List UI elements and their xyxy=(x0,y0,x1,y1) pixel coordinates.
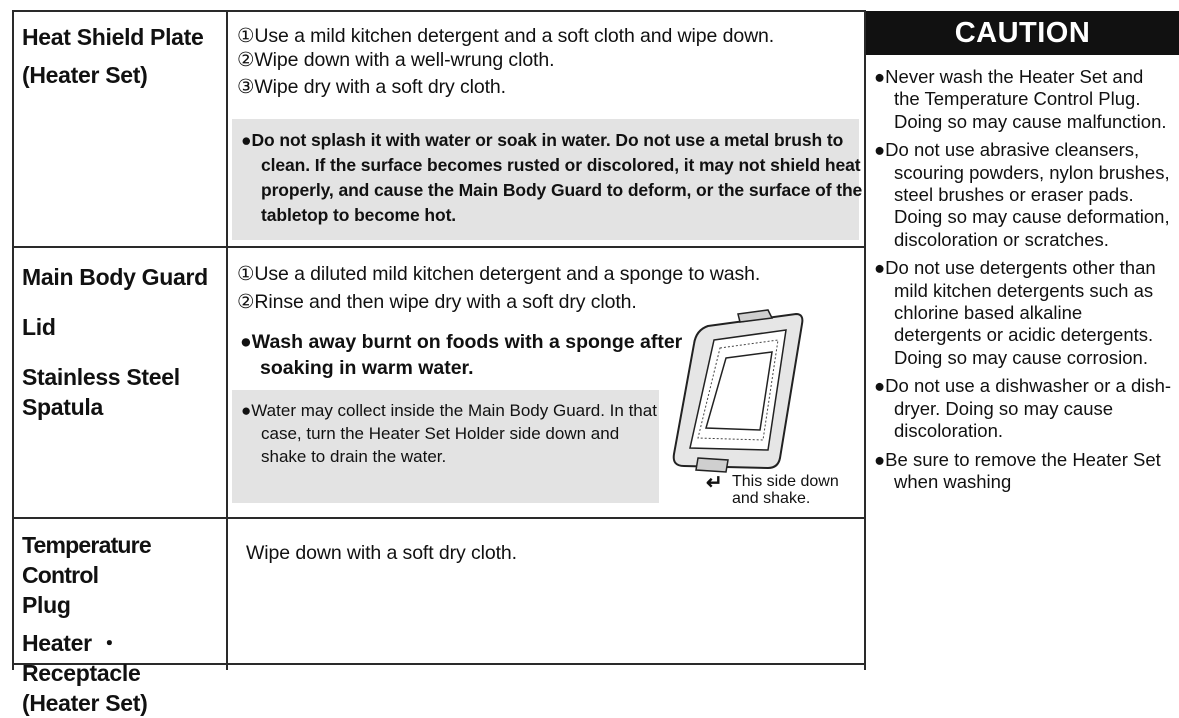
caption-line-2: and shake. xyxy=(732,490,811,507)
item-label-heater-set: (Heater Set) xyxy=(22,690,148,716)
step-2: ②Rinse and then wipe dry with a soft dry cloth. xyxy=(237,291,637,313)
drain-arrow-icon: ↵ xyxy=(706,472,723,494)
item-label-heater-set: (Heater Set) xyxy=(22,62,148,88)
soak-tip: ●Wash away burnt on foods with a sponge after soaking in warm water. xyxy=(240,331,683,379)
row1-label-cell xyxy=(22,22,222,90)
step-2: ②Wipe down with a well-wrung cloth. xyxy=(237,49,555,71)
item-label-heater-receptacle: Heater ・ Receptacle xyxy=(22,630,141,686)
caution-item: ●Never wash the Heater Set and the Temperature Control Plug. Doing so may cause malfunction. xyxy=(874,66,1167,132)
row2-label-cell xyxy=(22,262,222,422)
item-label-main-body-guard: Main Body Guard xyxy=(22,264,208,290)
item-label-stainless-steel: Stainless Steel xyxy=(22,364,180,390)
table-left-border xyxy=(12,10,14,670)
caution-list xyxy=(874,66,1174,499)
step-1: ①Use a diluted mild kitchen detergent and a sponge to wash. xyxy=(237,263,761,285)
caution-title: CAUTION xyxy=(866,11,1179,55)
item-label-temperature-control: Temperature Control xyxy=(22,532,151,588)
caption-line-1: This side down xyxy=(732,473,839,490)
row1-divider xyxy=(12,246,866,248)
heat-shield-warning-text: ●Do not splash it with water or soak in water. Do not use a metal brush to clean. If the surface becomes rusted or discolored, it may not shield heat properly, and cause the Main Body Guard to deform, or the surface of the tabletop to become hot. xyxy=(241,130,863,225)
column-divider xyxy=(226,10,228,670)
step-1: ①Use a mild kitchen detergent and a soft cloth and wipe down. xyxy=(237,25,775,47)
heat-shield-warning-box xyxy=(232,119,863,240)
main-body-guard-illustration xyxy=(668,308,808,473)
row3-label-cell xyxy=(22,530,226,718)
row2-steps xyxy=(237,262,857,314)
drain-note-text: ●Water may collect inside the Main Body Guard. In that case, turn the Heater Set Holder side down and shake to drain the water. xyxy=(241,401,657,466)
table-right-border xyxy=(864,10,866,670)
caution-item: ●Do not use a dishwasher or a dish-dryer. Doing so may cause discoloration. xyxy=(874,375,1172,442)
row3-instruction: Wipe down with a soft dry cloth. xyxy=(246,542,517,564)
item-label-spatula: Spatula xyxy=(22,394,103,420)
illustration-caption xyxy=(732,473,862,507)
caution-item: ●Be sure to remove the Heater Set when washing xyxy=(874,448,1161,492)
row2-divider xyxy=(12,517,866,519)
step-3: ③Wipe dry with a soft dry cloth. xyxy=(237,76,506,98)
drain-note-box xyxy=(232,390,659,503)
item-label-lid: Lid xyxy=(22,314,56,340)
guard-outer-shell-icon xyxy=(674,310,803,472)
item-label-plug: Plug xyxy=(22,592,71,618)
row1-steps xyxy=(237,24,857,99)
caution-item: ●Do not use abrasive cleansers, scouring powders, nylon brushes, steel brushes or eraser pads. Doing so may cause deformation, discoloration or scratches. xyxy=(874,139,1170,250)
item-label-heat-shield-plate: Heat Shield Plate xyxy=(22,24,204,50)
caution-item: ●Do not use detergents other than mild kitchen detergents such as chlorine based alkaline detergents or acidic detergents. Doing so may cause corrosion. xyxy=(874,257,1156,368)
table-top-border xyxy=(12,10,866,12)
